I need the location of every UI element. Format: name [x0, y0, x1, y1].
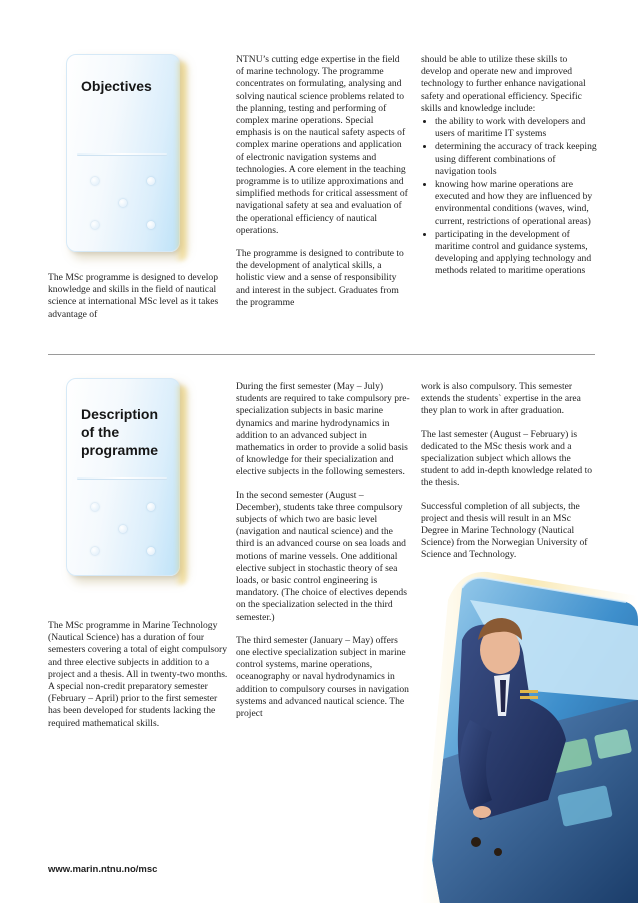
- description-heading-line3: programme: [81, 442, 159, 458]
- objectives-col2-p1: NTNU’s cutting edge expertise in the field of marine technology. The programme concentrates on formulating, analysing and solving nautical science problems related to the planning, testing and performing of complex marine operations. Special emphasis is on the nautical safety aspects of complex marine operations and application of electronic navigation systems and technologies. A core element in the teaching programme is to utilize approximations and simplified methods for critical assessment of navigational safety at sea and evaluation of the operational efficiency of nautical operations.: [236, 54, 408, 236]
- card-divider: [77, 477, 167, 479]
- description-heading-line2: of the: [81, 424, 120, 440]
- domino-pip: [91, 547, 99, 555]
- skills-list: [421, 115, 597, 278]
- list-item: • knowing how marine operations are executed and how they are influenced by environmental conditions (waves, wind, current, restrictions of operational areas): [435, 178, 597, 228]
- card-divider: [77, 153, 167, 155]
- objectives-heading: Objectives: [81, 78, 152, 94]
- domino-pip: [91, 177, 99, 185]
- domino-pip: [147, 177, 155, 185]
- description-col1: [48, 620, 228, 741]
- description-col3-p1: work is also compulsory. This semester extends the students` expertise in the area they plan to work in after graduation.: [421, 381, 581, 417]
- domino-pip: [147, 221, 155, 229]
- description-col3-p2: The last semester (August – February) is dedicated to the MSc thesis work and a specialization subject which allows the student to add in-depth knowledge related to the thesis.: [421, 428, 593, 489]
- objectives-col3: [421, 54, 597, 278]
- objectives-col1-text: The MSc programme is designed to develop knowledge and skills in the field of nautical science at international MSc level as it takes advantage of: [48, 272, 219, 320]
- domino-pip: [119, 199, 127, 207]
- description-col2-p1: During the first semester (May – July) students are required to take compulsory pre-specialization subjects in basic marine dynamics and marine hydrodynamics in addition to an advanced subject in mathematics in order to provide a solid basis of knowledge for their specialization and elective subjects in the following semesters.: [236, 381, 410, 478]
- description-heading-line1: Description: [81, 406, 159, 422]
- objectives-col2: [236, 54, 408, 320]
- description-card: [66, 378, 180, 576]
- domino-pip: [147, 547, 155, 555]
- description-col2: [236, 381, 410, 731]
- description-col3-p3: Successful completion of all subjects, the project and thesis will result in an MSc Degree in Marine Technology (Nautical Science) from the Norwegian University of Science and Technology.: [421, 500, 588, 561]
- description-heading: [81, 405, 181, 459]
- objectives-col2-p2: The programme is designed to contribute to the development of analytical skills, a holistic view and a sense of responsibility and interest in the subject. Graduates from the programme: [236, 248, 404, 308]
- list-item: • the ability to work with developers and users of maritime IT systems: [435, 115, 597, 140]
- list-item: • participating in the development of maritime control and guidance systems, developing and applying technology and methods related to maritime operations: [435, 228, 597, 278]
- list-item: • determining the accuracy of track keeping using different combinations of navigation tools: [435, 140, 597, 178]
- objectives-col1: [48, 272, 226, 332]
- description-col2-p3: The third semester (January – May) offers one elective specialization subject in marine control systems, marine operations, oceanography or naval hydrodynamics in addition to compulsory courses in navigation systems and advanced nautical science. The project: [236, 634, 409, 720]
- objectives-card: [66, 54, 180, 252]
- domino-pip: [119, 525, 127, 533]
- description-col2-p2: In the second semester (August – December), students take three compulsory subjects of which two are basic level (navigation and nautical science) and the third is an advanced course on sea loads and motions of marine vessels. One additional elective subject in stochastic theory of sea loads, or basic control engineering is mandatory. (The choice of electives depends on the specialization selected in the third semester.): [236, 489, 407, 623]
- footer-url[interactable]: www.marin.ntnu.no/msc: [48, 864, 158, 875]
- description-col3: [421, 381, 597, 573]
- objectives-col3-intro: should be able to utilize these skills to develop and operate new and improved technology to further enhance navigational safety and operational efficiency. Specific skills and knowledge include:: [421, 54, 586, 114]
- domino-pip: [91, 221, 99, 229]
- domino-pip: [147, 503, 155, 511]
- domino-pip: [91, 503, 99, 511]
- section-divider: [48, 354, 595, 355]
- description-col1-text: The MSc programme in Marine Technology (Nautical Science) has a duration of four semesters covering a total of eight compulsory and three elective subjects in addition to a project and a thesis. All in twenty-two months. A special non-credit preparatory semester (February – April) prior to the first semester has been developed for students lacking the required mathematical skills.: [48, 620, 228, 729]
